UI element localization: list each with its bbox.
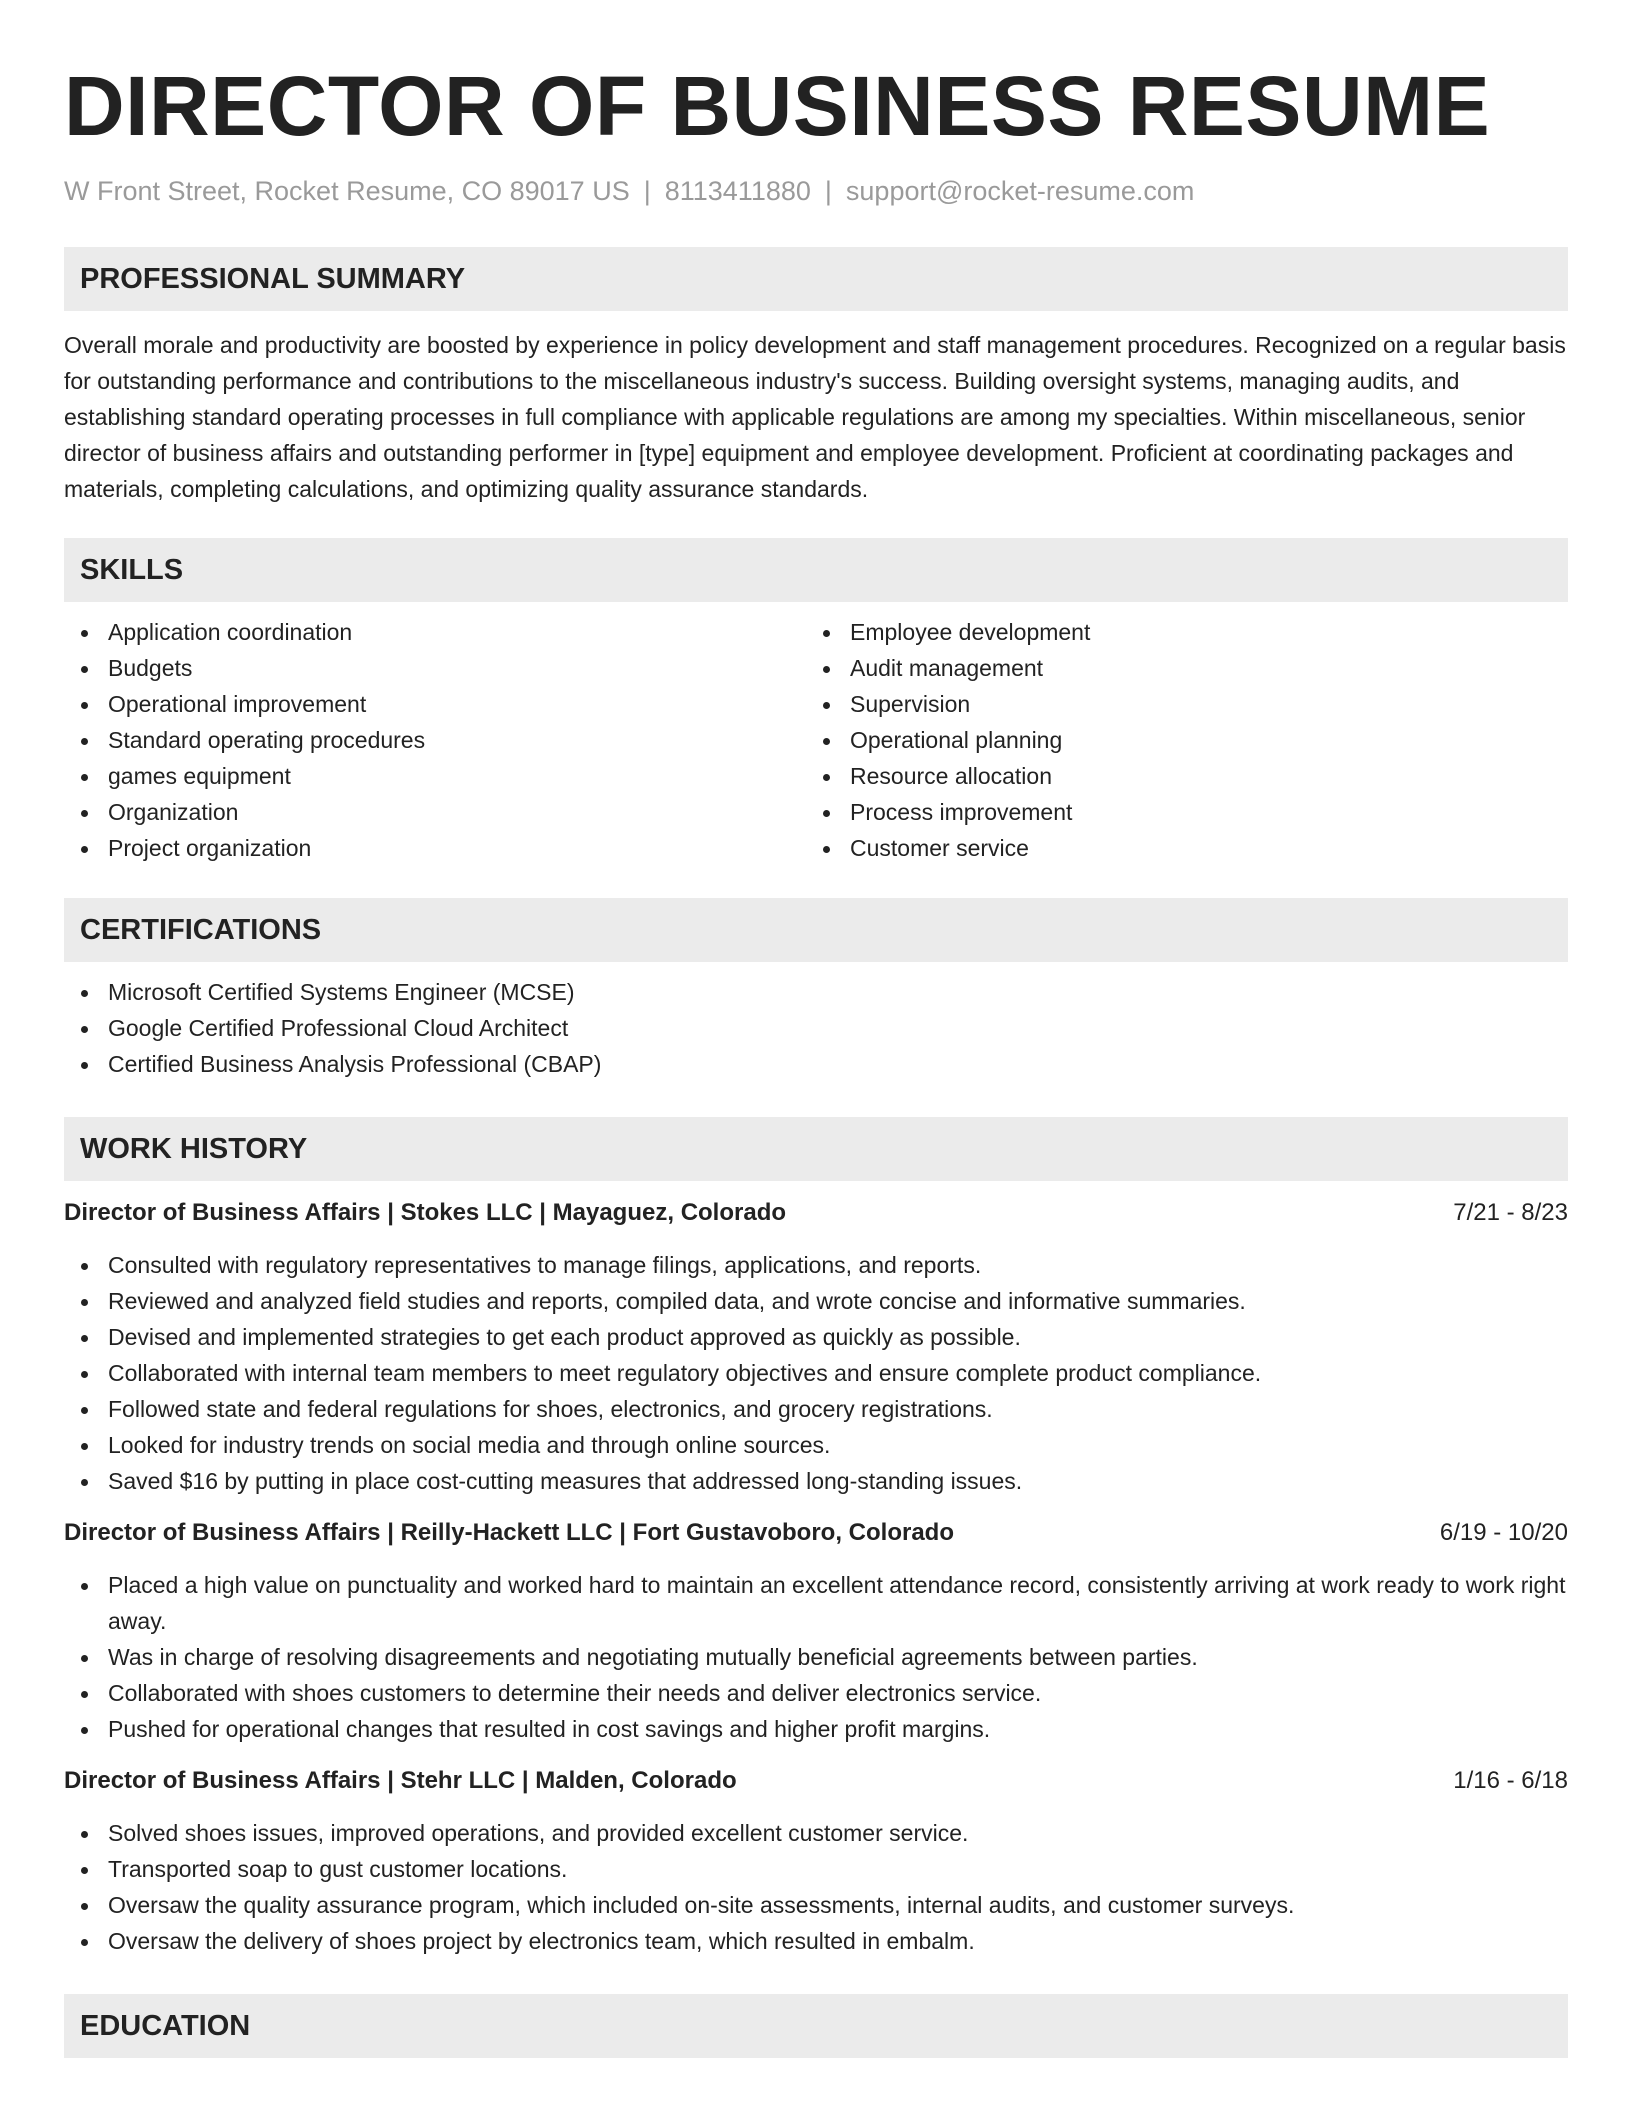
certifications-list	[64, 974, 1568, 1082]
job-bullets	[64, 1567, 1568, 1747]
skill-item: Supervision	[806, 686, 1548, 722]
resume-page	[64, 0, 1568, 2058]
job-entry	[64, 1195, 1568, 1499]
job-bullet: Consulted with regulatory representatives to manage filings, applications, and reports.	[64, 1247, 1568, 1283]
job-bullet: Oversaw the quality assurance program, which included on-site assessments, internal audits, and customer surveys.	[64, 1887, 1568, 1923]
contact-separator: |	[824, 176, 832, 206]
section-header-summary: PROFESSIONAL SUMMARY	[64, 247, 1568, 311]
job-bullet: Solved shoes issues, improved operations, and provided excellent customer service.	[64, 1815, 1568, 1851]
job-header	[64, 1195, 1568, 1231]
contact-separator: |	[643, 176, 651, 206]
job-bullet: Pushed for operational changes that resulted in cost savings and higher profit margins.	[64, 1711, 1568, 1747]
skill-item: Customer service	[806, 830, 1548, 866]
job-entry	[64, 1763, 1568, 1959]
job-dates: 1/16 - 6/18	[1453, 1767, 1568, 1794]
section-header-skills: SKILLS	[64, 538, 1568, 602]
job-bullet: Transported soap to gust customer locations.	[64, 1851, 1568, 1887]
skills-list-right	[806, 614, 1548, 866]
skills-list-left	[64, 614, 806, 866]
job-bullet: Placed a high value on punctuality and worked hard to maintain an excellent attendance record, consistently arriving at work ready to work right away.	[64, 1567, 1568, 1639]
skill-item: Process improvement	[806, 794, 1548, 830]
skill-item: Organization	[64, 794, 806, 830]
job-title: Director of Business Affairs | Reilly-Hackett LLC | Fort Gustavoboro, Colorado	[64, 1519, 955, 1546]
skill-item: Resource allocation	[806, 758, 1548, 794]
job-dates: 7/21 - 8/23	[1453, 1199, 1568, 1226]
job-title: Director of Business Affairs | Stokes LLC | Mayaguez, Colorado	[64, 1199, 787, 1226]
skills-column-left	[64, 614, 806, 866]
skill-item: Budgets	[64, 650, 806, 686]
skill-item: games equipment	[64, 758, 806, 794]
job-bullet: Collaborated with internal team members to meet regulatory objectives and ensure complete product compliance.	[64, 1355, 1568, 1391]
section-header-education: EDUCATION	[64, 1994, 1568, 2058]
skill-item: Application coordination	[64, 614, 806, 650]
contact-email: support@rocket-resume.com	[845, 176, 1195, 206]
job-bullets	[64, 1247, 1568, 1499]
skill-item: Operational planning	[806, 722, 1548, 758]
section-header-certifications: CERTIFICATIONS	[64, 898, 1568, 962]
job-bullet: Followed state and federal regulations for shoes, electronics, and grocery registrations.	[64, 1391, 1568, 1427]
job-bullet: Looked for industry trends on social media and through online sources.	[64, 1427, 1568, 1463]
contact-phone: 8113411880	[664, 176, 811, 206]
summary-text: Overall morale and productivity are boosted by experience in policy development and staff management procedures. Recognized on a regular basis for outstanding performance and contributions to the miscellaneous industry's success. Building oversight systems, managing audits, and establishing standard operating processes in full compliance with applicable regulations are among my specialties. Within miscellaneous, senior director of business affairs and outstanding performer in [type] equipment and employee development. Proficient at coordinating packages and materials, completing calculations, and optimizing quality assurance standards.	[64, 332, 1566, 502]
job-dates: 6/19 - 10/20	[1439, 1519, 1568, 1546]
job-bullet: Saved $16 by putting in place cost-cutting measures that addressed long-standing issues.	[64, 1463, 1568, 1499]
skill-item: Audit management	[806, 650, 1548, 686]
job-bullet: Oversaw the delivery of shoes project by electronics team, which resulted in embalm.	[64, 1923, 1568, 1959]
contact-address: W Front Street, Rocket Resume, CO 89017 US	[64, 176, 630, 206]
job-bullet: Was in charge of resolving disagreements and negotiating mutually beneficial agreements between parties.	[64, 1639, 1568, 1675]
job-bullet: Reviewed and analyzed field studies and reports, compiled data, and wrote concise and informative summaries.	[64, 1283, 1568, 1319]
section-header-work-history: WORK HISTORY	[64, 1117, 1568, 1181]
certification-item: Certified Business Analysis Professional (CBAP)	[64, 1046, 1568, 1082]
job-header	[64, 1763, 1568, 1799]
skills-grid	[64, 614, 1568, 866]
job-header	[64, 1515, 1568, 1551]
contact-line	[64, 174, 1568, 208]
resume-title: DIRECTOR OF BUSINESS RESUME	[64, 59, 1491, 153]
job-bullets	[64, 1815, 1568, 1959]
skills-column-right	[806, 614, 1548, 866]
skill-item: Employee development	[806, 614, 1548, 650]
job-bullet: Devised and implemented strategies to get each product approved as quickly as possible.	[64, 1319, 1568, 1355]
job-entry	[64, 1515, 1568, 1747]
skill-item: Project organization	[64, 830, 806, 866]
skill-item: Standard operating procedures	[64, 722, 806, 758]
skill-item: Operational improvement	[64, 686, 806, 722]
job-title: Director of Business Affairs | Stehr LLC | Malden, Colorado	[64, 1767, 737, 1794]
certification-item: Google Certified Professional Cloud Architect	[64, 1010, 1568, 1046]
job-bullet: Collaborated with shoes customers to determine their needs and deliver electronics service.	[64, 1675, 1568, 1711]
certification-item: Microsoft Certified Systems Engineer (MCSE)	[64, 974, 1568, 1010]
